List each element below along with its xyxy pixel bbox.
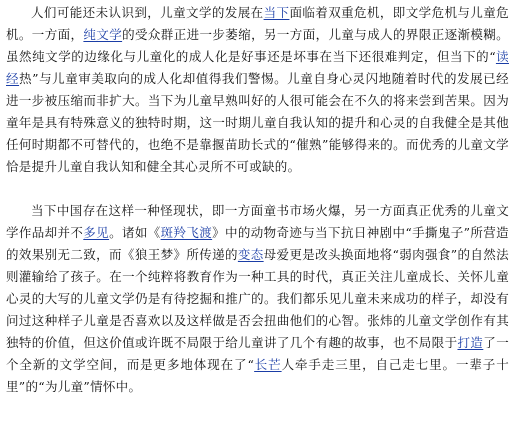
- paragraph-text: 的受众群正进一步萎缩，另一方面，儿童与成人的界限正逐渐模糊。虽然纯文学的边缘化与儿童化的成人化是好事还是坏事在当下还很难判定，但当下的“: [6, 27, 509, 64]
- paragraph-text: 母爱更是改头换面地将“弱肉强食”的自然法则灌输给了孩子。在一个纯粹将教育作为一种工具的时代，真正关注儿童成长、关怀儿童心灵的大写的儿童文学仍是有待挖掘和推广的。我们都乐见儿童未来成功的样子，却没有问过这种样子儿童是否喜欢以及这样做是否会扭曲他们的心智。张炜的儿童文学创作有其独特的价值，但这价值或许既不局限于给儿童讲了几个有趣的故事，也不局限于: [6, 247, 509, 350]
- paragraph-text: 人们可能还未认识到，儿童文学的发展在: [31, 5, 264, 20]
- article-body: [6, 2, 509, 398]
- paragraph-text: 面临着双重危机，即文学危机与儿童危机。一方面，: [6, 5, 509, 42]
- paragraph-1: [6, 2, 509, 178]
- keyword-link[interactable]: 当下: [263, 5, 290, 20]
- paragraph-text: 当下中国存在这样一种怪现状，即一方面童书市场火爆，另一方面真正优秀的儿童文学作品却并不: [6, 203, 509, 240]
- paragraph-2: [6, 200, 509, 398]
- paragraph-text: 。诸如《: [109, 225, 161, 240]
- paragraph-gap: [6, 178, 509, 200]
- keyword-link[interactable]: 斑羚飞渡: [160, 225, 213, 240]
- keyword-link[interactable]: 纯文学: [83, 27, 123, 42]
- keyword-link[interactable]: 长芒: [254, 357, 282, 372]
- keyword-link[interactable]: 读经: [6, 49, 509, 86]
- paragraph-text: 》中的动物奇迹与当下抗日神剧中“手撕鬼子”所营造的效果别无二致，而《狼王梦》所传递的: [6, 225, 509, 262]
- keyword-link[interactable]: 打造: [457, 335, 484, 350]
- paragraph-text: 了一个全新的文学空间，而是更多地体现在了“: [6, 335, 509, 372]
- paragraph-text: 热”与儿童审美取向的成人化却值得我们警惕。儿童自身心灵闪地随着时代的发展已经进一步被压缩而非扩大。当下为儿童早熟叫好的人很可能会在不久的将来尝到苦果。因为童年是具有特殊意义的独特时期，这一时期儿童自我认知的提升和心灵的自我健全是其他任何时期都不可替代的，也绝不是靠揠苗助长式的“催熟”能够得来的。而优秀的儿童文学恰是提升儿童自我认知和健全其心灵所不可或缺的。: [6, 71, 509, 174]
- paragraph-text: 人牵手走三里，自己走七里。一辈子十里”的“为儿童”情怀中。: [6, 357, 510, 394]
- keyword-link[interactable]: 变态: [237, 247, 264, 262]
- keyword-link[interactable]: 多见: [83, 225, 110, 240]
